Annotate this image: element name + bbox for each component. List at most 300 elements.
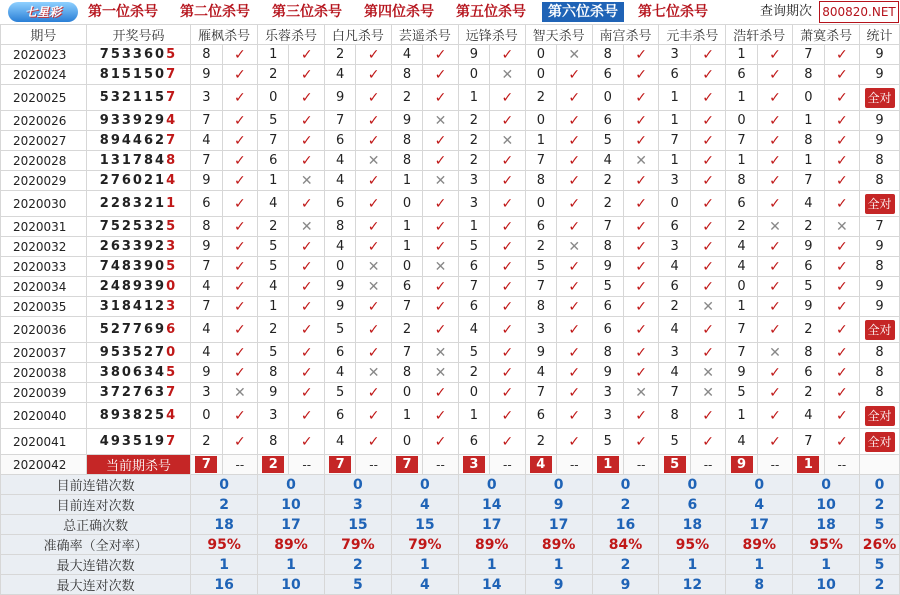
cross-icon: ✕: [490, 131, 526, 151]
check-icon: ✓: [289, 237, 325, 257]
pick-cell: 9: [793, 237, 824, 257]
check-icon: ✓: [222, 343, 258, 363]
pick-cell: 4: [324, 429, 355, 455]
pick-cell: 9: [458, 45, 489, 65]
stats-value: 3: [324, 495, 391, 515]
check-icon: ✓: [557, 429, 593, 455]
pick-cell: 2: [592, 171, 623, 191]
tab-position-6[interactable]: 第六位杀号: [542, 2, 624, 22]
check-icon: ✓: [490, 151, 526, 171]
pick-cell: 8: [525, 171, 556, 191]
pick-cell: 4: [659, 257, 690, 277]
pick-cell: 7: [793, 45, 824, 65]
pick-cell: 0: [458, 65, 489, 85]
draw-cell: [86, 383, 191, 403]
pick-cell: 6: [391, 277, 422, 297]
pick-cell: 7: [258, 131, 289, 151]
stats-value: 0: [592, 475, 659, 495]
draw-cell: [86, 297, 191, 317]
check-icon: ✓: [222, 237, 258, 257]
header-draw: 开奖号码: [86, 25, 191, 45]
pick-cell: 2: [458, 111, 489, 131]
draw-digits: 380634: [99, 365, 167, 380]
pick-cell: 5: [458, 237, 489, 257]
check-icon: ✓: [356, 237, 392, 257]
stats-row: [1, 475, 900, 495]
pick-cell: 5: [258, 343, 289, 363]
stats-value: 2: [592, 495, 659, 515]
stats-total-value: 26%: [860, 535, 900, 555]
check-icon: ✓: [824, 65, 860, 85]
current-mark-placeholder: --: [623, 455, 659, 475]
check-icon: ✓: [222, 171, 258, 191]
check-icon: ✓: [623, 297, 659, 317]
period-cell: 2020037: [1, 343, 87, 363]
pick-cell: 7: [525, 277, 556, 297]
pick-cell: 2: [391, 317, 422, 343]
current-pick-badge: 9: [731, 456, 753, 473]
pick-cell: 1: [659, 85, 690, 111]
stat-cell: 7: [860, 217, 900, 237]
pick-cell: 7: [191, 297, 222, 317]
pick-cell: 1: [726, 403, 757, 429]
pick-cell: 2: [525, 237, 556, 257]
stat-cell: 8: [860, 383, 900, 403]
draw-cell: [86, 151, 191, 171]
stats-row: [1, 515, 900, 535]
stats-value: 6: [659, 495, 726, 515]
period-cell: 2020031: [1, 217, 87, 237]
cross-icon: ✕: [690, 363, 726, 383]
check-icon: ✓: [289, 131, 325, 151]
pick-cell: 1: [458, 85, 489, 111]
check-icon: ✓: [222, 257, 258, 277]
pick-cell: 9: [726, 363, 757, 383]
check-icon: ✓: [824, 131, 860, 151]
pick-cell: 1: [458, 217, 489, 237]
pick-cell: 1: [458, 403, 489, 429]
draw-cell: [86, 429, 191, 455]
cross-icon: ✕: [423, 363, 459, 383]
period-cell: 2020034: [1, 277, 87, 297]
period-cell: 2020025: [1, 85, 87, 111]
period-cell: 2020023: [1, 45, 87, 65]
draw-cell: [86, 257, 191, 277]
pick-cell: 2: [659, 297, 690, 317]
pick-cell: 3: [592, 383, 623, 403]
draw-cell: [86, 403, 191, 429]
stats-label: 准确率（全对率）: [1, 535, 191, 555]
pick-cell: 7: [324, 111, 355, 131]
cross-icon: ✕: [690, 297, 726, 317]
pick-cell: 8: [793, 131, 824, 151]
check-icon: ✓: [557, 403, 593, 429]
check-icon: ✓: [289, 257, 325, 277]
current-pick-badge: 3: [463, 456, 485, 473]
current-mark-placeholder: --: [289, 455, 325, 475]
draw-cell: [86, 343, 191, 363]
pick-cell: 6: [458, 429, 489, 455]
draw-digits: 752532: [99, 219, 167, 234]
pick-cell: 7: [659, 383, 690, 403]
pick-cell: 3: [458, 171, 489, 191]
pick-cell: 5: [458, 343, 489, 363]
pick-cell: 0: [391, 383, 422, 403]
pick-cell: 0: [659, 191, 690, 217]
pick-cell: 6: [659, 65, 690, 85]
stats-total-value: 5: [860, 555, 900, 575]
check-icon: ✓: [557, 277, 593, 297]
stat-cell: [860, 317, 900, 343]
current-pick-badge: 7: [195, 456, 217, 473]
pick-cell: 2: [191, 429, 222, 455]
stats-value: 10: [793, 575, 860, 595]
pick-cell: 4: [191, 131, 222, 151]
pick-cell: 4: [793, 403, 824, 429]
check-icon: ✓: [557, 151, 593, 171]
pick-cell: 7: [726, 131, 757, 151]
header-expert-4: 芸遥杀号: [391, 25, 458, 45]
current-mark-placeholder: --: [824, 455, 860, 475]
check-icon: ✓: [423, 317, 459, 343]
tab-position-2[interactable]: 第二位杀号: [180, 4, 250, 20]
check-icon: ✓: [557, 65, 593, 85]
check-icon: ✓: [222, 297, 258, 317]
stat-cell: 8: [860, 151, 900, 171]
check-icon: ✓: [289, 65, 325, 85]
cross-icon: ✕: [356, 151, 392, 171]
current-mark-placeholder: --: [222, 455, 258, 475]
cross-icon: ✕: [690, 383, 726, 403]
pick-cell: 3: [592, 403, 623, 429]
draw-digits: 263392: [99, 239, 167, 254]
check-icon: ✓: [222, 45, 258, 65]
pick-cell: 3: [191, 85, 222, 111]
pick-cell: 5: [659, 429, 690, 455]
check-icon: ✓: [757, 65, 793, 85]
pick-cell: 0: [525, 111, 556, 131]
check-icon: ✓: [289, 191, 325, 217]
draw-digits: 228321: [99, 196, 167, 211]
check-icon: ✓: [490, 257, 526, 277]
pick-cell: 8: [726, 171, 757, 191]
check-icon: ✓: [356, 45, 392, 65]
pick-cell: 3: [458, 191, 489, 217]
draw-last-digit: 7: [166, 67, 178, 82]
stat-cell: 9: [860, 131, 900, 151]
period-cell: 2020029: [1, 171, 87, 191]
check-icon: ✓: [690, 257, 726, 277]
check-icon: ✓: [623, 191, 659, 217]
pick-cell: 0: [324, 257, 355, 277]
check-icon: ✓: [222, 85, 258, 111]
pick-cell: 4: [324, 151, 355, 171]
check-icon: ✓: [824, 429, 860, 455]
check-icon: ✓: [222, 65, 258, 85]
pick-cell: 0: [525, 191, 556, 217]
stats-value: 2: [191, 495, 258, 515]
pick-cell: 7: [726, 317, 757, 343]
stats-label: 目前连对次数: [1, 495, 191, 515]
pick-cell: 5: [258, 111, 289, 131]
table-row: [1, 343, 900, 363]
header-expert-10: 萧寞杀号: [793, 25, 860, 45]
check-icon: ✓: [690, 403, 726, 429]
tab-position-1[interactable]: 第一位杀号: [88, 4, 158, 20]
check-icon: ✓: [222, 277, 258, 297]
pick-cell: 1: [726, 45, 757, 65]
pick-cell: 2: [258, 65, 289, 85]
pick-cell: 0: [391, 429, 422, 455]
pick-cell: 5: [592, 277, 623, 297]
current-pick-cell: [324, 455, 355, 475]
pick-cell: 6: [324, 191, 355, 217]
check-icon: ✓: [356, 131, 392, 151]
check-icon: ✓: [423, 237, 459, 257]
pick-cell: 3: [258, 403, 289, 429]
pick-cell: 1: [793, 151, 824, 171]
check-icon: ✓: [356, 111, 392, 131]
check-icon: ✓: [824, 191, 860, 217]
period-cell: 2020038: [1, 363, 87, 383]
check-icon: ✓: [757, 257, 793, 277]
check-icon: ✓: [623, 217, 659, 237]
check-icon: ✓: [623, 111, 659, 131]
stat-cell: 8: [860, 257, 900, 277]
stats-value: 1: [458, 555, 525, 575]
draw-cell: [86, 217, 191, 237]
check-icon: ✓: [824, 85, 860, 111]
table-row: [1, 85, 900, 111]
stats-row: [1, 555, 900, 575]
stats-value: 2: [592, 555, 659, 575]
check-icon: ✓: [690, 191, 726, 217]
check-icon: ✓: [289, 111, 325, 131]
tab-position-5[interactable]: 第五位杀号: [456, 4, 526, 20]
check-icon: ✓: [423, 217, 459, 237]
tab-position-4[interactable]: 第四位杀号: [364, 4, 434, 20]
pick-cell: 8: [659, 403, 690, 429]
header-expert-6: 智天杀号: [525, 25, 592, 45]
pick-cell: 4: [191, 317, 222, 343]
draw-cell: [86, 191, 191, 217]
stats-value: 9: [525, 575, 592, 595]
table-row: [1, 217, 900, 237]
check-icon: ✓: [423, 277, 459, 297]
stats-value: 84%: [592, 535, 659, 555]
draw-last-digit: 1: [166, 196, 178, 211]
check-icon: ✓: [490, 343, 526, 363]
check-icon: ✓: [623, 317, 659, 343]
all-correct-badge: 全对: [865, 194, 895, 214]
cross-icon: ✕: [356, 257, 392, 277]
check-icon: ✓: [623, 429, 659, 455]
stat-cell: 9: [860, 45, 900, 65]
stats-value: 14: [458, 495, 525, 515]
check-icon: ✓: [490, 85, 526, 111]
pick-cell: 6: [726, 191, 757, 217]
query-input[interactable]: 800820.NET: [819, 1, 899, 23]
stats-value: 4: [391, 495, 458, 515]
current-mark-placeholder: --: [757, 455, 793, 475]
stats-value: 89%: [258, 535, 325, 555]
check-icon: ✓: [490, 217, 526, 237]
pick-cell: 6: [324, 343, 355, 363]
draw-last-digit: 8: [166, 153, 178, 168]
draw-cell: [86, 171, 191, 191]
pick-cell: 0: [525, 65, 556, 85]
cross-icon: ✕: [356, 277, 392, 297]
all-correct-badge: 全对: [865, 406, 895, 426]
table-row: [1, 65, 900, 85]
stats-value: 0: [793, 475, 860, 495]
pick-cell: 7: [726, 343, 757, 363]
check-icon: ✓: [824, 403, 860, 429]
stats-value: 10: [258, 495, 325, 515]
check-icon: ✓: [623, 237, 659, 257]
tab-position-3[interactable]: 第三位杀号: [272, 4, 342, 20]
draw-last-digit: 4: [166, 113, 178, 128]
check-icon: ✓: [490, 45, 526, 65]
pick-cell: 6: [191, 191, 222, 217]
cross-icon: ✕: [423, 171, 459, 191]
pick-cell: 1: [525, 131, 556, 151]
check-icon: ✓: [690, 85, 726, 111]
stats-value: 8: [726, 575, 793, 595]
pick-cell: 4: [659, 317, 690, 343]
table-row: [1, 429, 900, 455]
check-icon: ✓: [289, 45, 325, 65]
check-icon: ✓: [690, 65, 726, 85]
pick-cell: 8: [391, 363, 422, 383]
pick-cell: 5: [258, 257, 289, 277]
pick-cell: 6: [458, 297, 489, 317]
cross-icon: ✕: [356, 363, 392, 383]
pick-cell: 1: [391, 217, 422, 237]
pick-cell: 6: [592, 297, 623, 317]
stats-value: 0: [525, 475, 592, 495]
check-icon: ✓: [824, 297, 860, 317]
check-icon: ✓: [557, 363, 593, 383]
pick-cell: 4: [191, 277, 222, 297]
check-icon: ✓: [824, 343, 860, 363]
cross-icon: ✕: [289, 217, 325, 237]
check-icon: ✓: [289, 383, 325, 403]
check-icon: ✓: [757, 429, 793, 455]
pick-cell: 1: [726, 297, 757, 317]
check-icon: ✓: [289, 343, 325, 363]
pick-cell: 7: [793, 429, 824, 455]
pick-cell: 2: [391, 85, 422, 111]
draw-last-digit: 7: [166, 434, 178, 449]
check-icon: ✓: [690, 429, 726, 455]
period-cell: 2020030: [1, 191, 87, 217]
draw-last-digit: 0: [166, 279, 178, 294]
pick-cell: 3: [659, 237, 690, 257]
pick-cell: 7: [592, 217, 623, 237]
draw-digits: 532115: [99, 90, 167, 105]
pick-cell: 4: [258, 277, 289, 297]
pick-cell: 0: [391, 191, 422, 217]
pick-cell: 4: [793, 191, 824, 217]
check-icon: ✓: [490, 403, 526, 429]
stats-value: 95%: [793, 535, 860, 555]
pick-cell: 5: [793, 277, 824, 297]
check-icon: ✓: [423, 45, 459, 65]
check-icon: ✓: [824, 151, 860, 171]
stats-value: 89%: [525, 535, 592, 555]
stats-row: [1, 535, 900, 555]
draw-digits: 372763: [99, 385, 167, 400]
stats-value: 17: [458, 515, 525, 535]
top-nav-bar: [0, 0, 900, 24]
stats-value: 1: [525, 555, 592, 575]
current-stat-cell: [860, 455, 900, 475]
current-pick-cell: [391, 455, 422, 475]
draw-digits: 893825: [99, 408, 167, 423]
pick-cell: 7: [525, 151, 556, 171]
pick-cell: 0: [258, 85, 289, 111]
current-pick-cell: [525, 455, 556, 475]
pick-cell: 4: [592, 151, 623, 171]
check-icon: ✓: [557, 85, 593, 111]
draw-last-digit: 5: [166, 219, 178, 234]
stat-cell: 8: [860, 343, 900, 363]
tab-position-7[interactable]: 第七位杀号: [638, 4, 708, 20]
check-icon: ✓: [557, 257, 593, 277]
stats-total-value: 5: [860, 515, 900, 535]
current-pick-cell: [191, 455, 222, 475]
stats-value: 16: [191, 575, 258, 595]
draw-last-digit: 5: [166, 47, 178, 62]
header-expert-5: 远锋杀号: [458, 25, 525, 45]
check-icon: ✓: [623, 403, 659, 429]
stats-value: 18: [793, 515, 860, 535]
draw-cell: [86, 65, 191, 85]
cross-icon: ✕: [757, 343, 793, 363]
pick-cell: 6: [525, 403, 556, 429]
pick-cell: 4: [458, 317, 489, 343]
cross-icon: ✕: [222, 383, 258, 403]
draw-digits: 933929: [99, 113, 167, 128]
pick-cell: 4: [726, 237, 757, 257]
kill-number-table: [0, 24, 900, 595]
pick-cell: 8: [793, 65, 824, 85]
pick-cell: 9: [592, 257, 623, 277]
pick-cell: 9: [592, 363, 623, 383]
pick-cell: 4: [324, 237, 355, 257]
check-icon: ✓: [690, 151, 726, 171]
check-icon: ✓: [490, 277, 526, 297]
check-icon: ✓: [690, 131, 726, 151]
current-pick-badge: 1: [797, 456, 819, 473]
pick-cell: 9: [191, 237, 222, 257]
cross-icon: ✕: [423, 343, 459, 363]
draw-last-digit: 5: [166, 259, 178, 274]
stats-total-value: 2: [860, 495, 900, 515]
stats-label: 总正确次数: [1, 515, 191, 535]
check-icon: ✓: [490, 363, 526, 383]
draw-cell: [86, 317, 191, 343]
stats-value: 79%: [324, 535, 391, 555]
check-icon: ✓: [623, 343, 659, 363]
check-icon: ✓: [289, 429, 325, 455]
pick-cell: 9: [191, 363, 222, 383]
draw-digits: 953527: [99, 345, 167, 360]
check-icon: ✓: [356, 317, 392, 343]
check-icon: ✓: [824, 277, 860, 297]
pick-cell: 1: [659, 111, 690, 131]
